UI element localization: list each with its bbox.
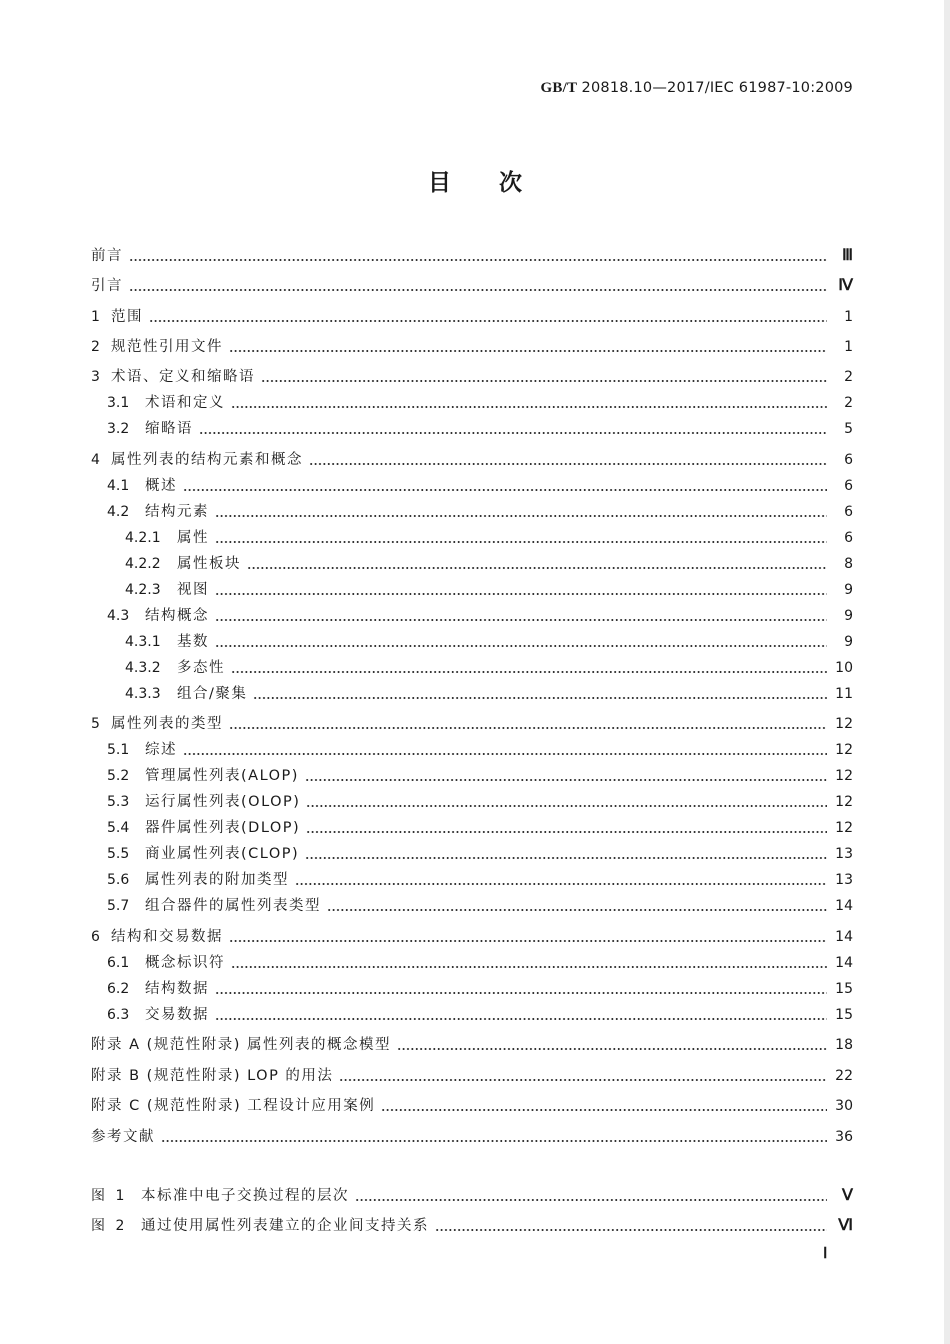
toc-entry-title: 规范性引用文件 bbox=[111, 339, 223, 355]
toc-entry-number: 3.1 bbox=[107, 395, 130, 411]
dot-leader bbox=[215, 992, 827, 994]
toc-entry-title: 属性列表的类型 bbox=[111, 716, 223, 732]
toc-entry-title: 运行属性列表(OLOP) bbox=[145, 794, 301, 810]
dot-leader bbox=[215, 593, 827, 595]
toc-entry-page: Ⅵ bbox=[838, 1217, 853, 1234]
dot-leader bbox=[215, 619, 827, 621]
toc-entry-number: 5.2 bbox=[107, 768, 130, 784]
toc-entry-page: 12 bbox=[835, 716, 853, 732]
toc-entry[interactable] bbox=[91, 926, 853, 948]
toc-entry-number: 4.3.3 bbox=[125, 686, 161, 702]
toc-entry-number: 4.3.1 bbox=[125, 634, 161, 650]
toc-entry-title: 引言 bbox=[91, 278, 123, 294]
toc-entry[interactable] bbox=[91, 1065, 853, 1087]
toc-entry[interactable] bbox=[91, 527, 853, 549]
dot-leader bbox=[215, 1018, 827, 1020]
toc-entry-title: 属性板块 bbox=[177, 556, 241, 572]
toc-entry-title: 管理属性列表(ALOP) bbox=[145, 768, 299, 784]
toc-entry[interactable] bbox=[91, 449, 853, 471]
dot-leader bbox=[306, 805, 827, 807]
toc-entry-page: 6 bbox=[844, 504, 853, 520]
toc-entry-number: 4.2.3 bbox=[125, 582, 161, 598]
toc-entry-page: 12 bbox=[835, 742, 853, 758]
dot-leader bbox=[253, 697, 827, 699]
toc-entry-number: 4.2.2 bbox=[125, 556, 161, 572]
toc-entry-number: 5.7 bbox=[107, 898, 130, 914]
toc-entry-title: 结构和交易数据 bbox=[111, 929, 223, 945]
toc-entry-page: 6 bbox=[844, 478, 853, 494]
dot-leader bbox=[309, 463, 827, 465]
dot-leader bbox=[229, 350, 827, 352]
dot-leader bbox=[247, 567, 827, 569]
toc-entry-page: 10 bbox=[835, 660, 853, 676]
toc-entry-number: 6.1 bbox=[107, 955, 130, 971]
toc-entry-title: 多态性 bbox=[177, 660, 225, 676]
toc-entry[interactable] bbox=[91, 817, 853, 839]
toc-entry[interactable] bbox=[91, 1004, 853, 1026]
page-title: 目次 bbox=[428, 170, 570, 196]
toc-entry-page: Ⅲ bbox=[841, 247, 853, 264]
toc-entry[interactable] bbox=[91, 605, 853, 627]
toc-entry-number: 3.2 bbox=[107, 421, 130, 437]
toc-entry-title: 术语和定义 bbox=[145, 395, 225, 411]
toc-entry-title: 交易数据 bbox=[145, 1007, 209, 1023]
toc-entry-title: 通过使用属性列表建立的企业间支持关系 bbox=[141, 1218, 429, 1234]
toc-entry-page: 14 bbox=[835, 955, 853, 971]
toc-entry-title: 范围 bbox=[111, 309, 143, 325]
toc-entry[interactable] bbox=[91, 475, 853, 497]
dot-leader bbox=[129, 289, 827, 291]
toc-entry-page: 9 bbox=[844, 634, 853, 650]
toc-entry[interactable] bbox=[91, 843, 853, 865]
standard-number: 20818.10—2017/IEC 61987-10:2009 bbox=[581, 80, 853, 96]
toc-entry[interactable] bbox=[91, 1126, 853, 1148]
toc-entry[interactable] bbox=[91, 683, 853, 705]
toc-entry-title: 概念标识符 bbox=[145, 955, 225, 971]
toc-entry-number: 6.2 bbox=[107, 981, 130, 997]
toc-entry-title: 组合/聚集 bbox=[177, 686, 248, 702]
toc-entry-title: 商业属性列表(CLOP) bbox=[145, 846, 300, 862]
toc-entry[interactable] bbox=[91, 1034, 853, 1056]
dot-leader bbox=[306, 831, 827, 833]
toc-entry-page: 2 bbox=[844, 369, 853, 385]
toc-entry-page: 13 bbox=[835, 872, 853, 888]
toc-entry-page: 14 bbox=[835, 898, 853, 914]
toc-entry[interactable] bbox=[91, 952, 853, 974]
toc-entry-title: 属性列表的结构元素和概念 bbox=[111, 452, 303, 468]
dot-leader bbox=[231, 406, 827, 408]
toc-entry[interactable] bbox=[91, 978, 853, 1000]
dot-leader bbox=[215, 515, 827, 517]
dot-leader bbox=[199, 432, 827, 434]
toc-entry[interactable] bbox=[91, 418, 853, 440]
toc-entry-page: 22 bbox=[835, 1068, 853, 1084]
toc-entry[interactable] bbox=[91, 713, 853, 735]
toc-entry-page: 36 bbox=[835, 1129, 853, 1145]
toc-entry[interactable] bbox=[91, 791, 853, 813]
toc-entry-title: 属性列表的附加类型 bbox=[145, 872, 289, 888]
toc-entry[interactable] bbox=[91, 765, 853, 787]
toc-entry-page: 5 bbox=[844, 421, 853, 437]
toc-entry-page: Ⅳ bbox=[838, 277, 853, 294]
toc-entry-title: 属性 bbox=[177, 530, 209, 546]
toc-entry-page: 15 bbox=[835, 981, 853, 997]
toc-entry-page: 30 bbox=[835, 1098, 853, 1114]
toc-entry-page: 9 bbox=[844, 608, 853, 624]
dot-leader bbox=[215, 645, 827, 647]
toc-entry-page: 12 bbox=[835, 768, 853, 784]
toc-entry-page: 14 bbox=[835, 929, 853, 945]
toc-entry-page: 18 bbox=[835, 1037, 853, 1053]
toc-entry[interactable] bbox=[91, 631, 853, 653]
toc-entry-page: 11 bbox=[835, 686, 853, 702]
toc-entry-page: Ⅴ bbox=[842, 1187, 853, 1204]
toc-entry-number: 5 bbox=[91, 716, 100, 732]
dot-leader bbox=[381, 1109, 827, 1111]
toc-entry-title: 前言 bbox=[91, 248, 123, 264]
dot-leader bbox=[231, 671, 827, 673]
toc-entry-title: 附录 C (规范性附录) 工程设计应用案例 bbox=[91, 1098, 376, 1114]
toc-entry-number: 4.2.1 bbox=[125, 530, 161, 546]
toc-entry-title: 组合器件的属性列表类型 bbox=[145, 898, 321, 914]
dot-leader bbox=[231, 966, 827, 968]
dot-leader bbox=[229, 940, 827, 942]
toc-entry-number: 5.5 bbox=[107, 846, 130, 862]
toc-entry-title: 本标准中电子交换过程的层次 bbox=[141, 1188, 349, 1204]
toc-entry[interactable] bbox=[91, 553, 853, 575]
dot-leader bbox=[215, 541, 827, 543]
toc-entry-page: 12 bbox=[835, 820, 853, 836]
toc-entry-page: 8 bbox=[844, 556, 853, 572]
toc-entry-number: 2 bbox=[91, 339, 100, 355]
toc-entry-number: 4 bbox=[91, 452, 100, 468]
dot-leader bbox=[327, 909, 827, 911]
dot-leader bbox=[161, 1140, 827, 1142]
dot-leader bbox=[261, 380, 827, 382]
toc-entry-number: 5.4 bbox=[107, 820, 130, 836]
toc-entry-number: 4.3.2 bbox=[125, 660, 161, 676]
toc-entry[interactable] bbox=[91, 895, 853, 917]
toc-entry-title: 参考文献 bbox=[91, 1129, 155, 1145]
toc-entry[interactable] bbox=[91, 392, 853, 414]
toc-entry[interactable] bbox=[91, 1215, 853, 1237]
toc-entry[interactable] bbox=[91, 366, 853, 388]
toc-entry-page: 6 bbox=[844, 530, 853, 546]
dot-leader bbox=[183, 753, 827, 755]
toc-entry-page: 12 bbox=[835, 794, 853, 810]
toc-entry-title: 附录 A (规范性附录) 属性列表的概念模型 bbox=[91, 1037, 392, 1053]
toc-entry[interactable] bbox=[91, 245, 853, 267]
toc-entry-title: 结构概念 bbox=[145, 608, 209, 624]
toc-entry-number: 6.3 bbox=[107, 1007, 130, 1023]
dot-leader bbox=[149, 320, 827, 322]
dot-leader bbox=[305, 779, 827, 781]
dot-leader bbox=[129, 259, 827, 261]
toc-entry-title: 器件属性列表(DLOP) bbox=[145, 820, 301, 836]
toc-entry[interactable] bbox=[91, 275, 853, 297]
toc-entry[interactable] bbox=[91, 657, 853, 679]
toc-entry-page: 2 bbox=[844, 395, 853, 411]
toc-entry-page: 6 bbox=[844, 452, 853, 468]
toc-entry-number: 5.6 bbox=[107, 872, 130, 888]
toc-entry[interactable] bbox=[91, 306, 853, 328]
dot-leader bbox=[183, 489, 827, 491]
dot-leader bbox=[397, 1048, 827, 1050]
toc-entry-number: 5.3 bbox=[107, 794, 130, 810]
toc-entry-title: 术语、定义和缩略语 bbox=[111, 369, 255, 385]
standard-header bbox=[541, 79, 853, 97]
toc-entry-number: 6 bbox=[91, 929, 100, 945]
dot-leader bbox=[355, 1199, 827, 1201]
toc-entry-number: 4.1 bbox=[107, 478, 130, 494]
toc-entry-number: 4.3 bbox=[107, 608, 130, 624]
toc-entry-title: 缩略语 bbox=[145, 421, 193, 437]
toc-entry-title: 结构元素 bbox=[145, 504, 209, 520]
toc-entry-number: 1 bbox=[91, 309, 100, 325]
toc-entry-title: 概述 bbox=[145, 478, 177, 494]
toc-entry-number: 3 bbox=[91, 369, 100, 385]
toc-entry-number: 5.1 bbox=[107, 742, 130, 758]
dot-leader bbox=[339, 1079, 827, 1081]
toc-entry[interactable] bbox=[91, 336, 853, 358]
toc-entry-page: 15 bbox=[835, 1007, 853, 1023]
toc-entry[interactable] bbox=[91, 1185, 853, 1207]
toc-entry-title: 综述 bbox=[145, 742, 177, 758]
toc-entry-number: 图 2 bbox=[91, 1218, 128, 1234]
toc-entry-page: 13 bbox=[835, 846, 853, 862]
toc-entry-page: 1 bbox=[844, 309, 853, 325]
toc-entry[interactable] bbox=[91, 869, 853, 891]
dot-leader bbox=[435, 1229, 827, 1231]
toc-entry-number: 图 1 bbox=[91, 1188, 128, 1204]
dot-leader bbox=[295, 883, 827, 885]
toc-entry[interactable] bbox=[91, 579, 853, 601]
page-number: Ⅰ bbox=[823, 1246, 828, 1262]
page-edge bbox=[944, 0, 950, 1344]
toc-entry-title: 视图 bbox=[177, 582, 209, 598]
toc-entry-title: 附录 B (规范性附录) LOP 的用法 bbox=[91, 1068, 334, 1084]
toc-entry[interactable] bbox=[91, 501, 853, 523]
toc-entry-title: 基数 bbox=[177, 634, 209, 650]
toc-entry-page: 1 bbox=[844, 339, 853, 355]
toc-entry-number: 4.2 bbox=[107, 504, 130, 520]
toc-entry-title: 结构数据 bbox=[145, 981, 209, 997]
toc-entry-page: 9 bbox=[844, 582, 853, 598]
toc-entry[interactable] bbox=[91, 739, 853, 761]
toc-entry[interactable] bbox=[91, 1095, 853, 1117]
dot-leader bbox=[305, 857, 827, 859]
standard-prefix: GB/T bbox=[540, 80, 578, 96]
dot-leader bbox=[229, 727, 827, 729]
